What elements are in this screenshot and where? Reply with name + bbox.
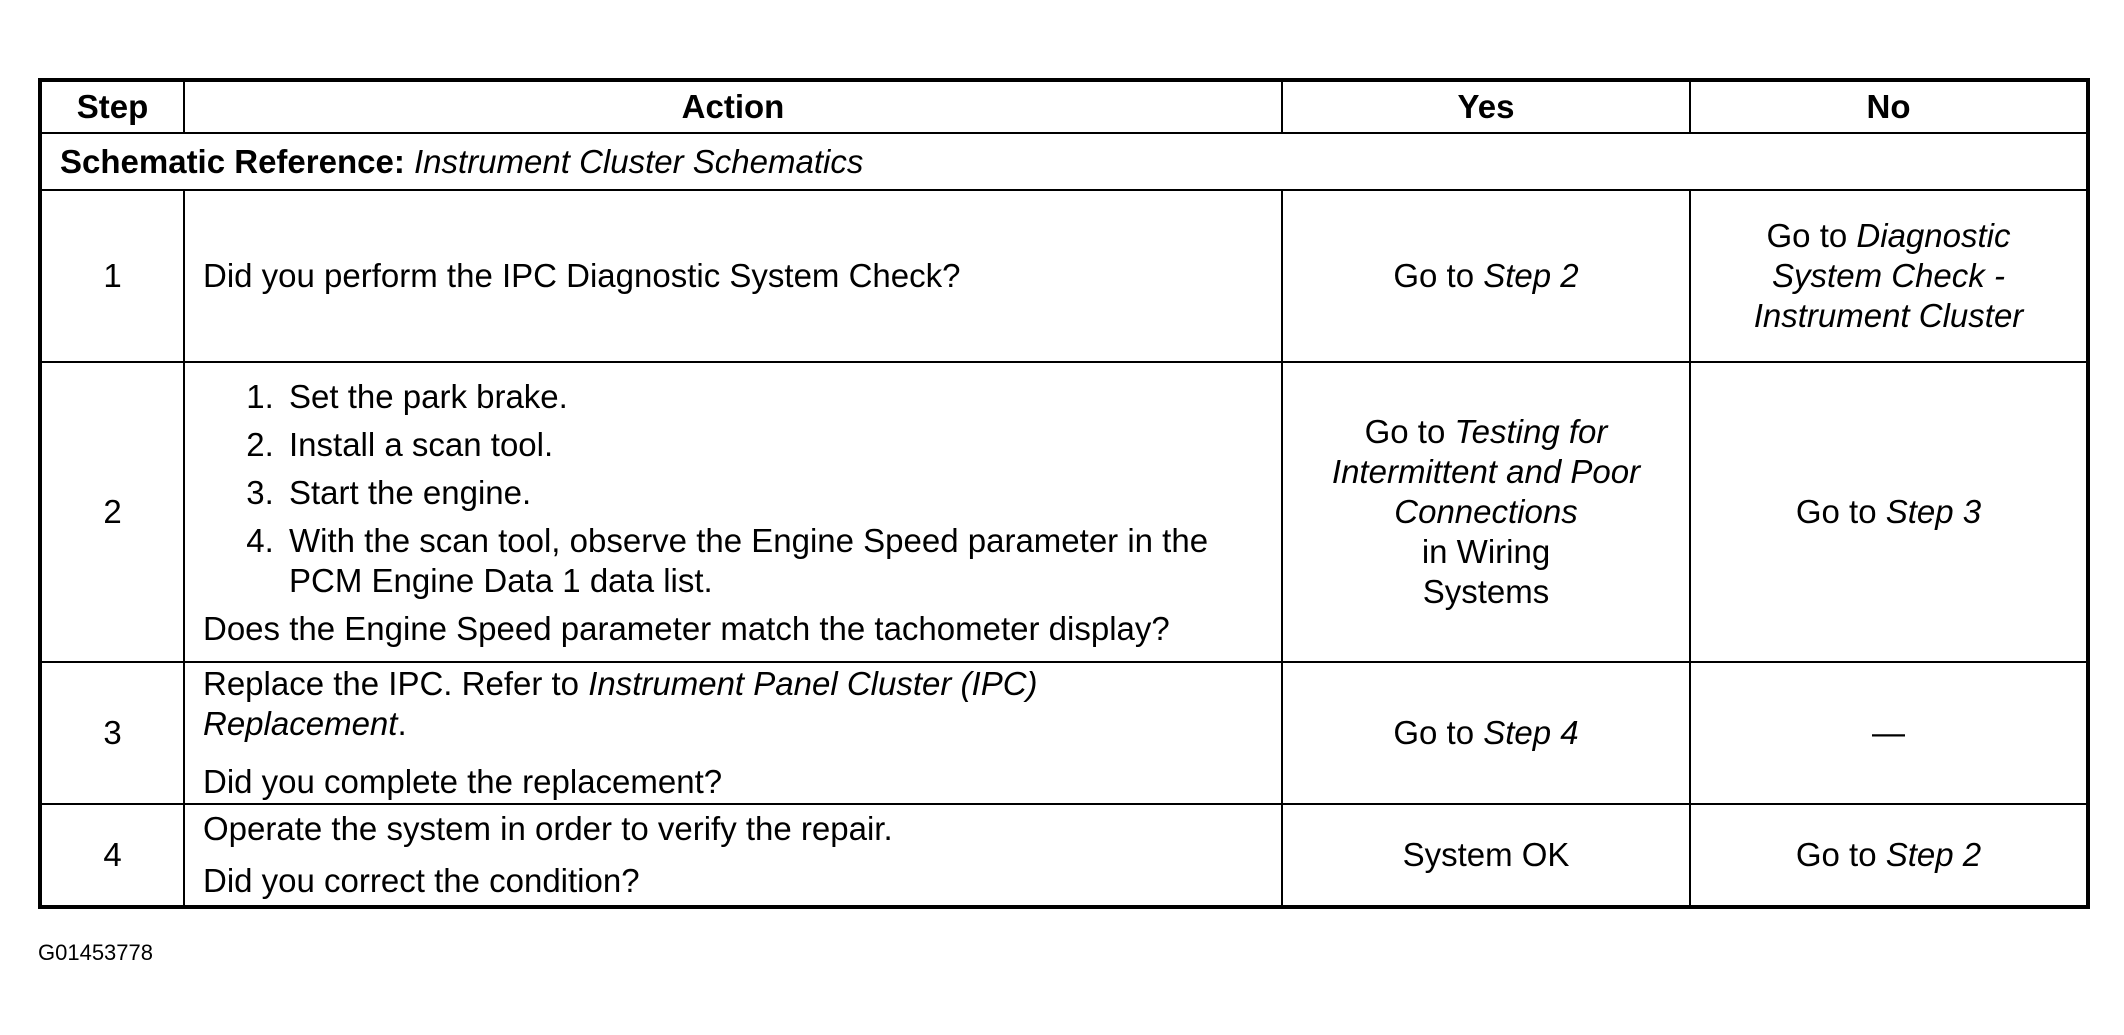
instruction-suffix: . (397, 705, 407, 742)
no-link-line1[interactable]: Diagnostic (1856, 217, 2011, 254)
step-number: 4 (40, 804, 184, 907)
action-question: Did you correct the condition? (203, 862, 640, 899)
no-cell (1690, 190, 2088, 362)
instruction-link-line1[interactable]: Instrument Panel Cluster (IPC) (588, 665, 1038, 702)
no-step-link[interactable]: Step 3 (1885, 493, 1982, 530)
no-step-link[interactable]: Step 2 (1885, 836, 1982, 873)
action-cell (184, 804, 1282, 907)
yes-cell (1282, 190, 1690, 362)
list-item: 1. Set the park brake. (283, 377, 1263, 417)
schematic-reference-row (40, 133, 2088, 190)
table-row (40, 662, 2088, 804)
step-number: 2 (40, 362, 184, 662)
step-number: 3 (40, 662, 184, 804)
action-cell (184, 662, 1282, 804)
no-cell (1690, 662, 2088, 804)
yes-suffix-line2: Systems (1422, 573, 1550, 610)
header-row (40, 80, 2088, 133)
diagnostic-table (38, 78, 2090, 909)
yes-suffix-line1: in Wiring (1421, 533, 1551, 570)
instruction-prefix: Replace the IPC. Refer to (203, 665, 580, 702)
no-prefix: Go to (1766, 217, 1848, 254)
no-link-line3[interactable]: Instrument Cluster (1753, 297, 2024, 334)
yes-link-line2[interactable]: Intermittent and Poor (1331, 453, 1641, 490)
figure-code: G01453778 (38, 940, 153, 965)
yes-result: System OK (1402, 836, 1570, 873)
yes-cell (1282, 804, 1690, 907)
step-number: 1 (40, 190, 184, 362)
no-cell (1690, 362, 2088, 662)
no-prefix: Go to (1795, 836, 1877, 873)
action-question: Did you complete the replacement? (203, 763, 723, 800)
list-item: 2. Install a scan tool. (283, 425, 1263, 465)
yes-link-line3[interactable]: Connections (1394, 493, 1578, 530)
yes-link-line1[interactable]: Testing for (1454, 413, 1608, 450)
yes-step-link[interactable]: Step 4 (1483, 714, 1579, 751)
list-item: 4. With the scan tool, observe the Engine Speed parameter in the PCM Engine Data 1 data list. (283, 521, 1263, 601)
yes-cell (1282, 662, 1690, 804)
header-action: Action (184, 80, 1282, 133)
yes-cell (1282, 362, 1690, 662)
table-row (40, 804, 2088, 907)
yes-step-link[interactable]: Step 2 (1483, 257, 1579, 294)
action-cell (184, 190, 1282, 362)
no-link-line2[interactable]: System Check - (1772, 257, 2005, 294)
header-no: No (1690, 80, 2088, 133)
table-row (40, 362, 2088, 662)
yes-prefix: Go to (1393, 257, 1475, 294)
action-steps-list (203, 377, 1263, 601)
yes-prefix: Go to (1364, 413, 1446, 450)
schematic-reference-label: Schematic Reference: (60, 142, 405, 180)
yes-prefix: Go to (1393, 714, 1475, 751)
action-instruction: Operate the system in order to verify the repair. (203, 810, 893, 847)
action-instruction (203, 664, 1263, 744)
no-prefix: Go to (1795, 493, 1877, 530)
action-question: Does the Engine Speed parameter match the tachometer display? (203, 610, 1170, 647)
no-cell (1690, 804, 2088, 907)
no-dash: — (1872, 714, 1905, 751)
header-step: Step (40, 80, 184, 133)
instruction-link-line2[interactable]: Replacement (203, 705, 398, 742)
schematic-reference-link[interactable]: Instrument Cluster Schematics (414, 142, 864, 180)
table-row (40, 190, 2088, 362)
action-question: Did you perform the IPC Diagnostic System Check? (203, 257, 961, 294)
header-yes: Yes (1282, 80, 1690, 133)
list-item: 3. Start the engine. (283, 473, 1263, 513)
action-cell (184, 362, 1282, 662)
